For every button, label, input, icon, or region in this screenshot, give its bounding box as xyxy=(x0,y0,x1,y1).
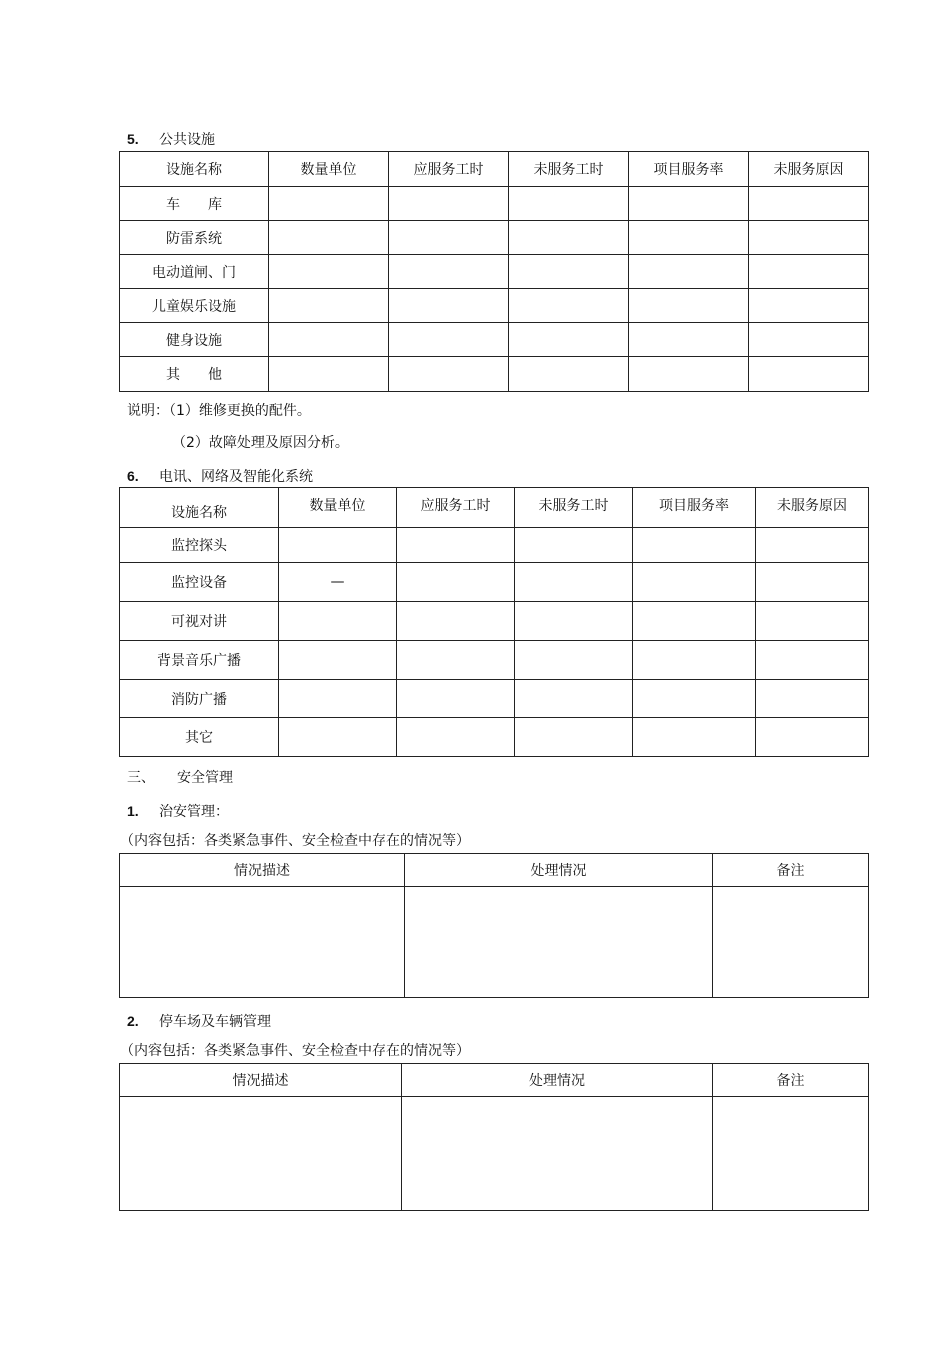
table-cell[interactable] xyxy=(629,187,749,221)
facility-name-cell: 监控探头 xyxy=(120,528,279,563)
header-cell: 未服务原因 xyxy=(756,488,869,528)
table-cell[interactable] xyxy=(389,357,509,392)
table-cell[interactable] xyxy=(515,563,633,602)
table-cell[interactable] xyxy=(633,718,756,757)
table-cell[interactable] xyxy=(397,718,515,757)
header-cell: 情况描述 xyxy=(120,854,405,887)
table-cell[interactable] xyxy=(397,602,515,641)
header-cell: 应服务工时 xyxy=(389,152,509,187)
table-cell[interactable] xyxy=(509,323,629,357)
table-cell[interactable] xyxy=(515,528,633,563)
section-6-title: 电讯、网络及智能化系统 xyxy=(159,469,313,485)
table-cell[interactable] xyxy=(509,255,629,289)
header-cell: 处理情况 xyxy=(402,1064,713,1097)
table-cell[interactable] xyxy=(515,641,633,680)
table-row xyxy=(120,1097,869,1211)
table-cell[interactable] xyxy=(629,255,749,289)
header-cell: 应服务工时 xyxy=(397,488,515,528)
table-cell[interactable] xyxy=(633,641,756,680)
parking-heading xyxy=(127,1011,271,1031)
table-row xyxy=(120,680,869,718)
table-cell[interactable] xyxy=(389,187,509,221)
description-cell[interactable] xyxy=(120,1097,402,1211)
table-row xyxy=(120,221,869,255)
parking-title: 停车场及车辆管理 xyxy=(159,1014,271,1030)
table-cell[interactable] xyxy=(509,221,629,255)
facility-name-cell: 其 他 xyxy=(120,357,269,392)
table-cell[interactable] xyxy=(756,680,869,718)
security-table xyxy=(119,853,869,998)
header-cell: 项目服务率 xyxy=(629,152,749,187)
table-header-row xyxy=(120,488,869,528)
facility-name-cell: 监控设备 xyxy=(120,563,279,602)
table-cell[interactable] xyxy=(389,289,509,323)
facility-name-cell: 车 库 xyxy=(120,187,269,221)
table-cell[interactable] xyxy=(749,221,869,255)
table-cell[interactable] xyxy=(749,255,869,289)
table-cell[interactable] xyxy=(279,528,397,563)
table-cell[interactable] xyxy=(269,187,389,221)
table-row xyxy=(120,887,869,998)
security-number: 1. xyxy=(127,803,139,819)
parking-number: 2. xyxy=(127,1013,139,1029)
table-cell[interactable] xyxy=(389,221,509,255)
table-cell[interactable] xyxy=(397,563,515,602)
description-cell[interactable] xyxy=(120,887,405,998)
section-3-number: 三、 xyxy=(127,770,155,786)
table-cell[interactable] xyxy=(389,255,509,289)
table-row xyxy=(120,289,869,323)
table-cell[interactable] xyxy=(633,563,756,602)
table-row xyxy=(120,602,869,641)
facility-name-cell: 消防广播 xyxy=(120,680,279,718)
table-cell[interactable] xyxy=(756,563,869,602)
header-cell: 数量单位 xyxy=(269,152,389,187)
facility-name-cell: 儿童娱乐设施 xyxy=(120,289,269,323)
table-cell[interactable] xyxy=(269,357,389,392)
table-cell[interactable] xyxy=(509,187,629,221)
table-cell[interactable] xyxy=(749,323,869,357)
table-cell[interactable] xyxy=(515,718,633,757)
section-6-number: 6. xyxy=(127,468,139,484)
header-cell: 备注 xyxy=(713,854,869,887)
header-cell: 设施名称 xyxy=(120,152,269,187)
security-title: 治安管理： xyxy=(159,804,229,820)
table-row xyxy=(120,255,869,289)
table-cell[interactable] xyxy=(279,602,397,641)
table-cell[interactable] xyxy=(756,718,869,757)
section-3-heading xyxy=(127,767,233,787)
remarks-cell[interactable] xyxy=(713,887,869,998)
table-cell[interactable] xyxy=(756,641,869,680)
table-cell[interactable] xyxy=(749,357,869,392)
table-row xyxy=(120,718,869,757)
table-cell[interactable] xyxy=(629,221,749,255)
table-row xyxy=(120,563,869,602)
table-cell[interactable]: — xyxy=(279,563,397,602)
table-header-row xyxy=(120,152,869,187)
table-cell[interactable] xyxy=(633,602,756,641)
table-header-row xyxy=(120,1064,869,1097)
header-cell: 处理情况 xyxy=(405,854,713,887)
handling-cell[interactable] xyxy=(405,887,713,998)
facility-name-cell: 电动道闸、门 xyxy=(120,255,269,289)
handling-cell[interactable] xyxy=(402,1097,713,1211)
table-cell[interactable] xyxy=(269,289,389,323)
parking-table xyxy=(119,1063,869,1211)
table-row xyxy=(120,323,869,357)
section-5-number: 5. xyxy=(127,131,139,147)
telecom-network-table xyxy=(119,487,869,757)
header-cell: 未服务工时 xyxy=(515,488,633,528)
table-cell[interactable] xyxy=(515,680,633,718)
table-row xyxy=(120,641,869,680)
header-cell: 项目服务率 xyxy=(633,488,756,528)
table-cell[interactable] xyxy=(756,602,869,641)
table-cell[interactable] xyxy=(509,289,629,323)
public-facilities-table xyxy=(119,151,869,392)
table-cell[interactable] xyxy=(397,528,515,563)
table-cell[interactable] xyxy=(389,323,509,357)
table-cell[interactable] xyxy=(629,323,749,357)
header-cell: 未服务原因 xyxy=(749,152,869,187)
header-cell: 情况描述 xyxy=(120,1064,402,1097)
table-cell[interactable] xyxy=(269,221,389,255)
note-line-1: 说明：（1）维修更换的配件。 xyxy=(127,403,311,419)
header-cell: 备注 xyxy=(713,1064,869,1097)
facility-name-cell: 背景音乐广播 xyxy=(120,641,279,680)
table-cell[interactable] xyxy=(629,289,749,323)
table-row xyxy=(120,187,869,221)
facility-name-cell: 其它 xyxy=(120,718,279,757)
section-6-heading xyxy=(127,466,313,486)
facility-name-cell: 可视对讲 xyxy=(120,602,279,641)
note-line-2: （2）故障处理及原因分析。 xyxy=(172,435,349,451)
facility-name-cell: 健身设施 xyxy=(120,323,269,357)
table-cell[interactable] xyxy=(749,187,869,221)
table-cell[interactable] xyxy=(633,528,756,563)
section-3-title: 安全管理 xyxy=(177,770,233,786)
security-heading xyxy=(127,801,229,821)
table-cell[interactable] xyxy=(279,641,397,680)
section-5-title: 公共设施 xyxy=(159,132,215,148)
table-header-row xyxy=(120,854,869,887)
header-cell: 数量单位 xyxy=(279,488,397,528)
remarks-cell[interactable] xyxy=(713,1097,869,1211)
table-cell[interactable] xyxy=(279,680,397,718)
table-cell[interactable] xyxy=(397,641,515,680)
header-cell: 设施名称 xyxy=(120,488,279,528)
facility-name-cell: 防雷系统 xyxy=(120,221,269,255)
section-5-heading xyxy=(127,129,215,149)
table-cell[interactable] xyxy=(397,680,515,718)
security-subtitle: （内容包括：各类紧急事件、安全检查中存在的情况等） xyxy=(120,833,470,849)
table-row xyxy=(120,357,869,392)
table-cell[interactable] xyxy=(756,528,869,563)
table-cell[interactable] xyxy=(629,357,749,392)
table-cell[interactable] xyxy=(509,357,629,392)
table-cell[interactable] xyxy=(633,680,756,718)
table-cell[interactable] xyxy=(269,323,389,357)
table-cell[interactable] xyxy=(279,718,397,757)
parking-subtitle: （内容包括：各类紧急事件、安全检查中存在的情况等） xyxy=(120,1043,470,1059)
table-cell[interactable] xyxy=(269,255,389,289)
table-cell[interactable] xyxy=(515,602,633,641)
table-cell[interactable] xyxy=(749,289,869,323)
table-row xyxy=(120,528,869,563)
header-cell: 未服务工时 xyxy=(509,152,629,187)
